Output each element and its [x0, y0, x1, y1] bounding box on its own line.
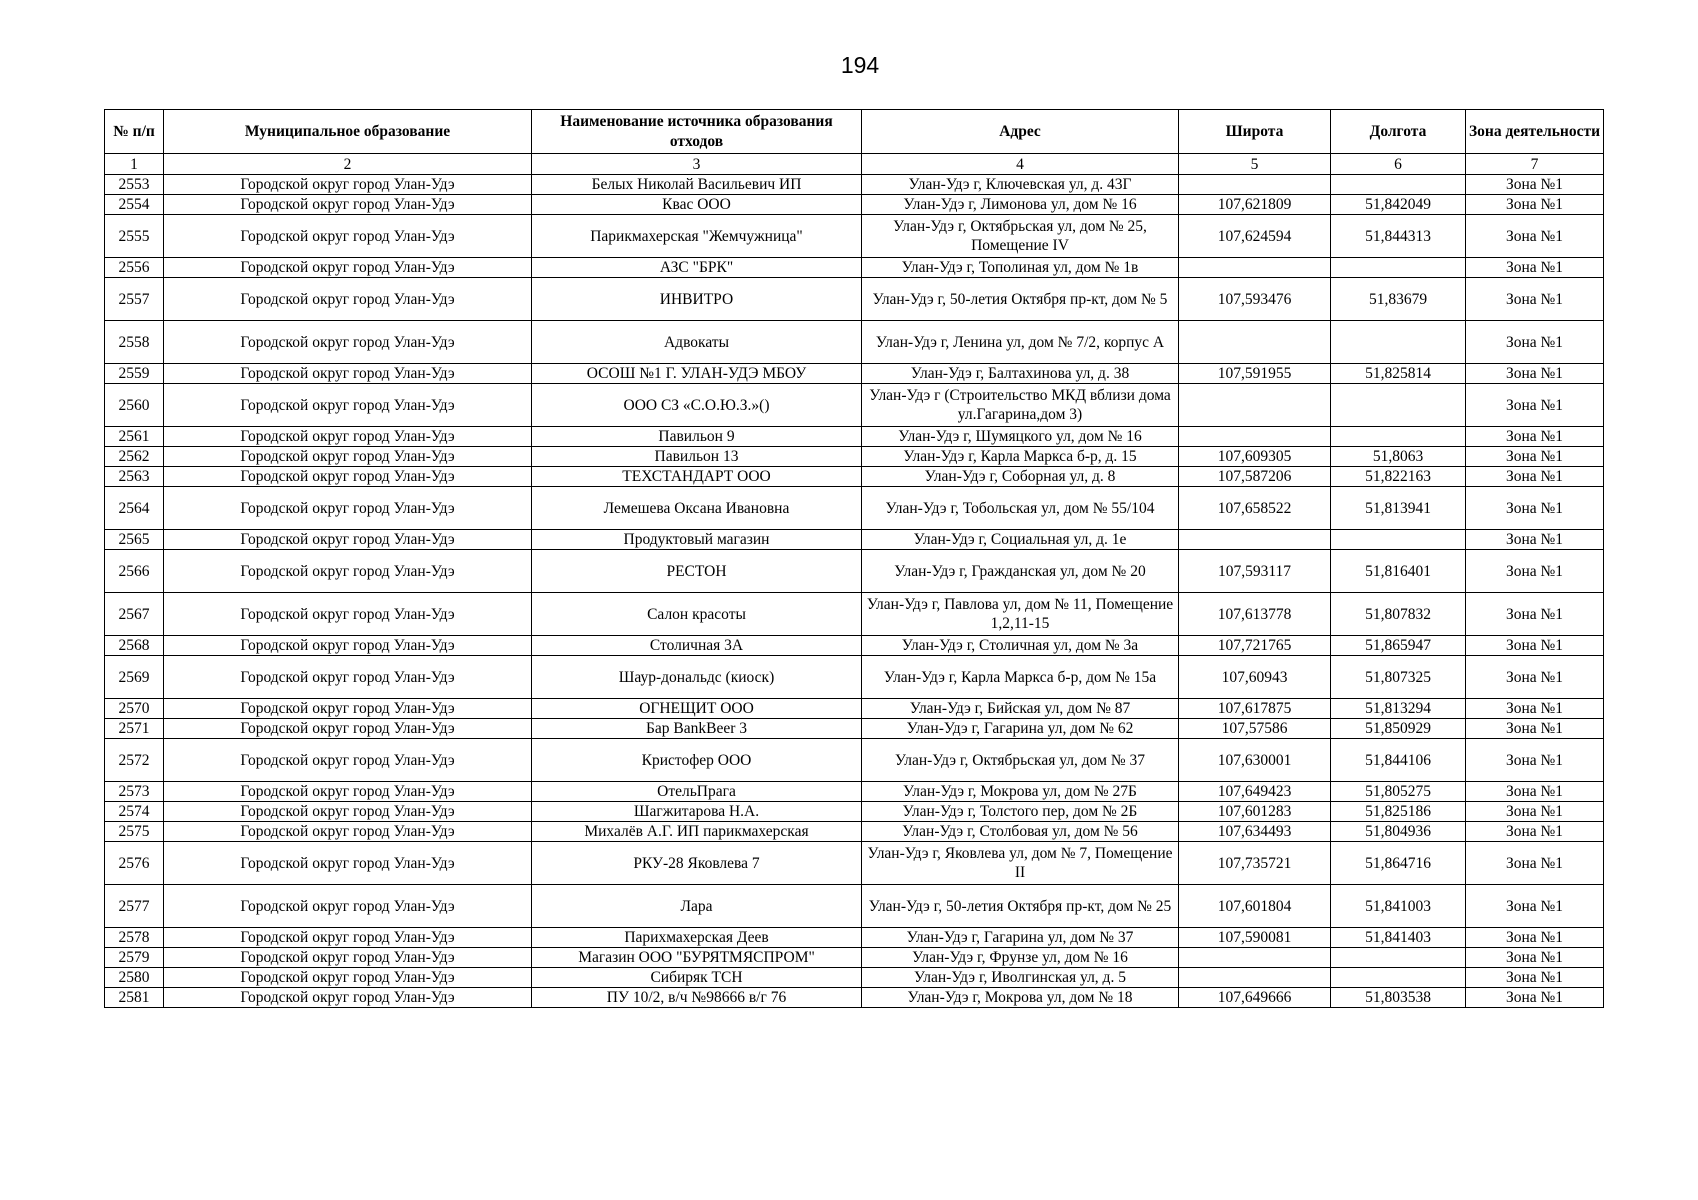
latitude-cell: 107,593476 — [1179, 278, 1331, 321]
latitude-cell: 107,649666 — [1179, 988, 1331, 1008]
zone-cell: Зона №1 — [1466, 447, 1604, 467]
source-name-cell: Парикмахерская "Жемчужница" — [532, 215, 862, 258]
row-number-cell: 2563 — [105, 467, 164, 487]
longitude-cell: 51,865947 — [1331, 636, 1466, 656]
longitude-cell — [1331, 968, 1466, 988]
longitude-cell: 51,807832 — [1331, 593, 1466, 636]
municipality-cell: Городской округ город Улан-Удэ — [164, 175, 532, 195]
column-number-cell: 5 — [1179, 154, 1331, 175]
latitude-cell — [1179, 948, 1331, 968]
address-cell: Улан-Удэ г, Карла Маркса б-р, дом № 15а — [862, 656, 1179, 699]
zone-cell: Зона №1 — [1466, 278, 1604, 321]
longitude-cell: 51,825186 — [1331, 802, 1466, 822]
header-cell: Адрес — [862, 110, 1179, 154]
municipality-cell: Городской округ город Улан-Удэ — [164, 948, 532, 968]
longitude-cell: 51,8063 — [1331, 447, 1466, 467]
row-number-cell: 2555 — [105, 215, 164, 258]
row-number-cell: 2566 — [105, 550, 164, 593]
latitude-cell: 107,57586 — [1179, 719, 1331, 739]
address-cell: Улан-Удэ г, 50-летия Октября пр-кт, дом № 5 — [862, 278, 1179, 321]
longitude-cell: 51,844106 — [1331, 739, 1466, 782]
header-cell: Муниципальное образование — [164, 110, 532, 154]
row-number-cell: 2564 — [105, 487, 164, 530]
latitude-cell — [1179, 530, 1331, 550]
row-number-cell: 2562 — [105, 447, 164, 467]
table-row — [105, 593, 1604, 636]
municipality-cell: Городской округ город Улан-Удэ — [164, 530, 532, 550]
table-row — [105, 487, 1604, 530]
latitude-cell: 107,609305 — [1179, 447, 1331, 467]
longitude-cell — [1331, 258, 1466, 278]
latitude-cell — [1179, 968, 1331, 988]
latitude-cell: 107,617875 — [1179, 699, 1331, 719]
table-row — [105, 321, 1604, 364]
longitude-cell: 51,842049 — [1331, 195, 1466, 215]
address-cell: Улан-Удэ г, Гражданская ул, дом № 20 — [862, 550, 1179, 593]
row-number-cell: 2578 — [105, 928, 164, 948]
longitude-cell: 51,841003 — [1331, 885, 1466, 928]
latitude-cell: 107,593117 — [1179, 550, 1331, 593]
address-cell: Улан-Удэ г, Мокрова ул, дом № 18 — [862, 988, 1179, 1008]
address-cell: Улан-Удэ г, Карла Маркса б-р, д. 15 — [862, 447, 1179, 467]
municipality-cell: Городской округ город Улан-Удэ — [164, 822, 532, 842]
header-cell: Зона деятельности — [1466, 110, 1604, 154]
longitude-cell: 51,816401 — [1331, 550, 1466, 593]
address-cell: Улан-Удэ г, Яковлева ул, дом № 7, Помещение II — [862, 842, 1179, 885]
municipality-cell: Городской округ город Улан-Удэ — [164, 487, 532, 530]
table-row — [105, 739, 1604, 782]
source-name-cell: Кристофер ООО — [532, 739, 862, 782]
row-number-cell: 2565 — [105, 530, 164, 550]
longitude-cell — [1331, 321, 1466, 364]
table-row — [105, 278, 1604, 321]
row-number-cell: 2577 — [105, 885, 164, 928]
table-row — [105, 885, 1604, 928]
row-number-cell: 2574 — [105, 802, 164, 822]
zone-cell: Зона №1 — [1466, 175, 1604, 195]
municipality-cell: Городской округ город Улан-Удэ — [164, 427, 532, 447]
zone-cell: Зона №1 — [1466, 739, 1604, 782]
source-name-cell: Лемешева Оксана Ивановна — [532, 487, 862, 530]
address-cell: Улан-Удэ г, Шумяцкого ул, дом № 16 — [862, 427, 1179, 447]
address-cell: Улан-Удэ г, Толстого пер, дом № 2Б — [862, 802, 1179, 822]
address-cell: Улан-Удэ г, Фрунзе ул, дом № 16 — [862, 948, 1179, 968]
municipality-cell: Городской округ город Улан-Удэ — [164, 739, 532, 782]
latitude-cell: 107,601804 — [1179, 885, 1331, 928]
municipality-cell: Городской округ город Улан-Удэ — [164, 447, 532, 467]
latitude-cell — [1179, 175, 1331, 195]
row-number-cell: 2561 — [105, 427, 164, 447]
zone-cell: Зона №1 — [1466, 885, 1604, 928]
address-cell: Улан-Удэ г (Строительство МКД вблизи дома ул.Гагарина,дом 3) — [862, 384, 1179, 427]
longitude-cell — [1331, 530, 1466, 550]
municipality-cell: Городской округ город Улан-Удэ — [164, 988, 532, 1008]
latitude-cell: 107,634493 — [1179, 822, 1331, 842]
source-name-cell: РКУ-28 Яковлева 7 — [532, 842, 862, 885]
municipality-cell: Городской округ город Улан-Удэ — [164, 384, 532, 427]
municipality-cell: Городской округ город Улан-Удэ — [164, 842, 532, 885]
municipality-cell: Городской округ город Улан-Удэ — [164, 278, 532, 321]
longitude-cell: 51,807325 — [1331, 656, 1466, 699]
table-row — [105, 364, 1604, 384]
column-number-cell: 4 — [862, 154, 1179, 175]
zone-cell: Зона №1 — [1466, 550, 1604, 593]
table-row — [105, 447, 1604, 467]
row-number-cell: 2567 — [105, 593, 164, 636]
address-cell: Улан-Удэ г, Гагарина ул, дом № 62 — [862, 719, 1179, 739]
column-number-cell: 1 — [105, 154, 164, 175]
address-cell: Улан-Удэ г, 50-летия Октября пр-кт, дом № 25 — [862, 885, 1179, 928]
address-cell: Улан-Удэ г, Социальная ул, д. 1е — [862, 530, 1179, 550]
municipality-cell: Городской округ город Улан-Удэ — [164, 656, 532, 699]
latitude-cell: 107,649423 — [1179, 782, 1331, 802]
source-name-cell: РЕСТОН — [532, 550, 862, 593]
source-name-cell: Магазин ООО "БУРЯТМЯСПРОМ" — [532, 948, 862, 968]
longitude-cell: 51,83679 — [1331, 278, 1466, 321]
municipality-cell: Городской округ город Улан-Удэ — [164, 550, 532, 593]
header-cell: Наименование источника образования отходов — [532, 110, 862, 154]
source-name-cell: Павильон 13 — [532, 447, 862, 467]
address-cell: Улан-Удэ г, Павлова ул, дом № 11, Помещение 1,2,11-15 — [862, 593, 1179, 636]
municipality-cell: Городской округ город Улан-Удэ — [164, 928, 532, 948]
zone-cell: Зона №1 — [1466, 822, 1604, 842]
row-number-cell: 2569 — [105, 656, 164, 699]
municipality-cell: Городской округ город Улан-Удэ — [164, 321, 532, 364]
longitude-cell: 51,850929 — [1331, 719, 1466, 739]
zone-cell: Зона №1 — [1466, 321, 1604, 364]
longitude-cell: 51,803538 — [1331, 988, 1466, 1008]
latitude-cell: 107,601283 — [1179, 802, 1331, 822]
table-row — [105, 948, 1604, 968]
municipality-cell: Городской округ город Улан-Удэ — [164, 195, 532, 215]
table-row — [105, 822, 1604, 842]
row-number-cell: 2558 — [105, 321, 164, 364]
latitude-cell: 107,721765 — [1179, 636, 1331, 656]
header-cell: Долгота — [1331, 110, 1466, 154]
source-name-cell: Михалёв А.Г. ИП парикмахерская — [532, 822, 862, 842]
municipality-cell: Городской округ город Улан-Удэ — [164, 364, 532, 384]
latitude-cell — [1179, 321, 1331, 364]
row-number-cell: 2570 — [105, 699, 164, 719]
waste-sources-table — [104, 109, 1604, 1008]
address-cell: Улан-Удэ г, Тополиная ул, дом № 1в — [862, 258, 1179, 278]
table-row — [105, 427, 1604, 447]
zone-cell: Зона №1 — [1466, 842, 1604, 885]
longitude-cell: 51,804936 — [1331, 822, 1466, 842]
municipality-cell: Городской округ город Улан-Удэ — [164, 215, 532, 258]
source-name-cell: Павильон 9 — [532, 427, 862, 447]
row-number-cell: 2559 — [105, 364, 164, 384]
longitude-cell — [1331, 384, 1466, 427]
latitude-cell — [1179, 258, 1331, 278]
latitude-cell: 107,587206 — [1179, 467, 1331, 487]
latitude-cell: 107,60943 — [1179, 656, 1331, 699]
source-name-cell: Салон красоты — [532, 593, 862, 636]
table-row — [105, 530, 1604, 550]
row-number-cell: 2580 — [105, 968, 164, 988]
row-number-cell: 2568 — [105, 636, 164, 656]
table-row — [105, 988, 1604, 1008]
header-cell: № п/п — [105, 110, 164, 154]
municipality-cell: Городской округ город Улан-Удэ — [164, 467, 532, 487]
row-number-cell: 2560 — [105, 384, 164, 427]
table-row — [105, 719, 1604, 739]
zone-cell: Зона №1 — [1466, 258, 1604, 278]
address-cell: Улан-Удэ г, Лимонова ул, дом № 16 — [862, 195, 1179, 215]
latitude-cell: 107,621809 — [1179, 195, 1331, 215]
zone-cell: Зона №1 — [1466, 782, 1604, 802]
source-name-cell: Квас ООО — [532, 195, 862, 215]
zone-cell: Зона №1 — [1466, 593, 1604, 636]
row-number-cell: 2573 — [105, 782, 164, 802]
row-number-cell: 2581 — [105, 988, 164, 1008]
table-row — [105, 656, 1604, 699]
source-name-cell: ОГНЕЩИТ ООО — [532, 699, 862, 719]
source-name-cell: Сибиряк ТСН — [532, 968, 862, 988]
municipality-cell: Городской округ город Улан-Удэ — [164, 885, 532, 928]
column-number-row — [105, 154, 1604, 175]
zone-cell: Зона №1 — [1466, 948, 1604, 968]
address-cell: Улан-Удэ г, Столичная ул, дом № 3а — [862, 636, 1179, 656]
zone-cell: Зона №1 — [1466, 719, 1604, 739]
zone-cell: Зона №1 — [1466, 427, 1604, 447]
address-cell: Улан-Удэ г, Октябрьская ул, дом № 37 — [862, 739, 1179, 782]
source-name-cell: Парихмахерская Деев — [532, 928, 862, 948]
table-row — [105, 550, 1604, 593]
source-name-cell: ОСОШ №1 Г. УЛАН-УДЭ МБОУ — [532, 364, 862, 384]
address-cell: Улан-Удэ г, Столбовая ул, дом № 56 — [862, 822, 1179, 842]
latitude-cell: 107,591955 — [1179, 364, 1331, 384]
longitude-cell: 51,805275 — [1331, 782, 1466, 802]
row-number-cell: 2576 — [105, 842, 164, 885]
zone-cell: Зона №1 — [1466, 802, 1604, 822]
source-name-cell: Бар BankBeer 3 — [532, 719, 862, 739]
table-row — [105, 968, 1604, 988]
column-number-cell: 6 — [1331, 154, 1466, 175]
table-row — [105, 699, 1604, 719]
table-row — [105, 636, 1604, 656]
source-name-cell: Лара — [532, 885, 862, 928]
latitude-cell: 107,590081 — [1179, 928, 1331, 948]
row-number-cell: 2571 — [105, 719, 164, 739]
zone-cell: Зона №1 — [1466, 467, 1604, 487]
table-row — [105, 258, 1604, 278]
source-name-cell: АЗС "БРК" — [532, 258, 862, 278]
longitude-cell — [1331, 175, 1466, 195]
municipality-cell: Городской округ город Улан-Удэ — [164, 968, 532, 988]
zone-cell: Зона №1 — [1466, 699, 1604, 719]
table-row — [105, 175, 1604, 195]
longitude-cell — [1331, 948, 1466, 968]
address-cell: Улан-Удэ г, Ленина ул, дом № 7/2, корпус А — [862, 321, 1179, 364]
address-cell: Улан-Удэ г, Балтахинова ул, д. 38 — [862, 364, 1179, 384]
longitude-cell: 51,864716 — [1331, 842, 1466, 885]
zone-cell: Зона №1 — [1466, 968, 1604, 988]
zone-cell: Зона №1 — [1466, 487, 1604, 530]
longitude-cell: 51,844313 — [1331, 215, 1466, 258]
zone-cell: Зона №1 — [1466, 384, 1604, 427]
table-row — [105, 384, 1604, 427]
column-number-cell: 3 — [532, 154, 862, 175]
column-number-cell: 7 — [1466, 154, 1604, 175]
latitude-cell — [1179, 384, 1331, 427]
municipality-cell: Городской округ город Улан-Удэ — [164, 802, 532, 822]
longitude-cell: 51,841403 — [1331, 928, 1466, 948]
address-cell: Улан-Удэ г, Мокрова ул, дом № 27Б — [862, 782, 1179, 802]
row-number-cell: 2579 — [105, 948, 164, 968]
source-name-cell: Белых Николай Васильевич ИП — [532, 175, 862, 195]
longitude-cell — [1331, 427, 1466, 447]
row-number-cell: 2553 — [105, 175, 164, 195]
header-cell: Широта — [1179, 110, 1331, 154]
table-row — [105, 842, 1604, 885]
address-cell: Улан-Удэ г, Бийская ул, дом № 87 — [862, 699, 1179, 719]
zone-cell: Зона №1 — [1466, 636, 1604, 656]
municipality-cell: Городской округ город Улан-Удэ — [164, 782, 532, 802]
address-cell: Улан-Удэ г, Октябрьская ул, дом № 25, Помещение IV — [862, 215, 1179, 258]
municipality-cell: Городской округ город Улан-Удэ — [164, 699, 532, 719]
zone-cell: Зона №1 — [1466, 988, 1604, 1008]
latitude-cell: 107,613778 — [1179, 593, 1331, 636]
table-row — [105, 782, 1604, 802]
address-cell: Улан-Удэ г, Ключевская ул, д. 43Г — [862, 175, 1179, 195]
table-row — [105, 215, 1604, 258]
source-name-cell: ОтельПрага — [532, 782, 862, 802]
source-name-cell: Столичная 3А — [532, 636, 862, 656]
longitude-cell: 51,822163 — [1331, 467, 1466, 487]
row-number-cell: 2556 — [105, 258, 164, 278]
latitude-cell — [1179, 427, 1331, 447]
longitude-cell: 51,825814 — [1331, 364, 1466, 384]
longitude-cell: 51,813294 — [1331, 699, 1466, 719]
address-cell: Улан-Удэ г, Иволгинская ул, д. 5 — [862, 968, 1179, 988]
latitude-cell: 107,735721 — [1179, 842, 1331, 885]
municipality-cell: Городской округ город Улан-Удэ — [164, 719, 532, 739]
table-row — [105, 467, 1604, 487]
source-name-cell: ТЕХСТАНДАРТ ООО — [532, 467, 862, 487]
latitude-cell: 107,630001 — [1179, 739, 1331, 782]
table-body — [105, 175, 1604, 1008]
zone-cell: Зона №1 — [1466, 530, 1604, 550]
table-row — [105, 802, 1604, 822]
zone-cell: Зона №1 — [1466, 215, 1604, 258]
row-number-cell: 2557 — [105, 278, 164, 321]
source-name-cell: ИНВИТРО — [532, 278, 862, 321]
latitude-cell: 107,658522 — [1179, 487, 1331, 530]
municipality-cell: Городской округ город Улан-Удэ — [164, 636, 532, 656]
column-number-cell: 2 — [164, 154, 532, 175]
source-name-cell: Шагжитарова Н.А. — [532, 802, 862, 822]
address-cell: Улан-Удэ г, Тобольская ул, дом № 55/104 — [862, 487, 1179, 530]
zone-cell: Зона №1 — [1466, 656, 1604, 699]
address-cell: Улан-Удэ г, Гагарина ул, дом № 37 — [862, 928, 1179, 948]
table-row — [105, 928, 1604, 948]
municipality-cell: Городской округ город Улан-Удэ — [164, 258, 532, 278]
source-name-cell: ООО СЗ «С.О.Ю.З.»() — [532, 384, 862, 427]
source-name-cell: Адвокаты — [532, 321, 862, 364]
row-number-cell: 2575 — [105, 822, 164, 842]
header-row — [105, 110, 1604, 154]
address-cell: Улан-Удэ г, Соборная ул, д. 8 — [862, 467, 1179, 487]
latitude-cell: 107,624594 — [1179, 215, 1331, 258]
zone-cell: Зона №1 — [1466, 364, 1604, 384]
source-name-cell: Шаур-дональдс (киоск) — [532, 656, 862, 699]
source-name-cell: ПУ 10/2, в/ч №98666 в/г 76 — [532, 988, 862, 1008]
municipality-cell: Городской округ город Улан-Удэ — [164, 593, 532, 636]
longitude-cell: 51,813941 — [1331, 487, 1466, 530]
source-name-cell: Продуктовый магазин — [532, 530, 862, 550]
table-row — [105, 195, 1604, 215]
zone-cell: Зона №1 — [1466, 195, 1604, 215]
row-number-cell: 2554 — [105, 195, 164, 215]
zone-cell: Зона №1 — [1466, 928, 1604, 948]
row-number-cell: 2572 — [105, 739, 164, 782]
page-number: 194 — [840, 52, 880, 78]
